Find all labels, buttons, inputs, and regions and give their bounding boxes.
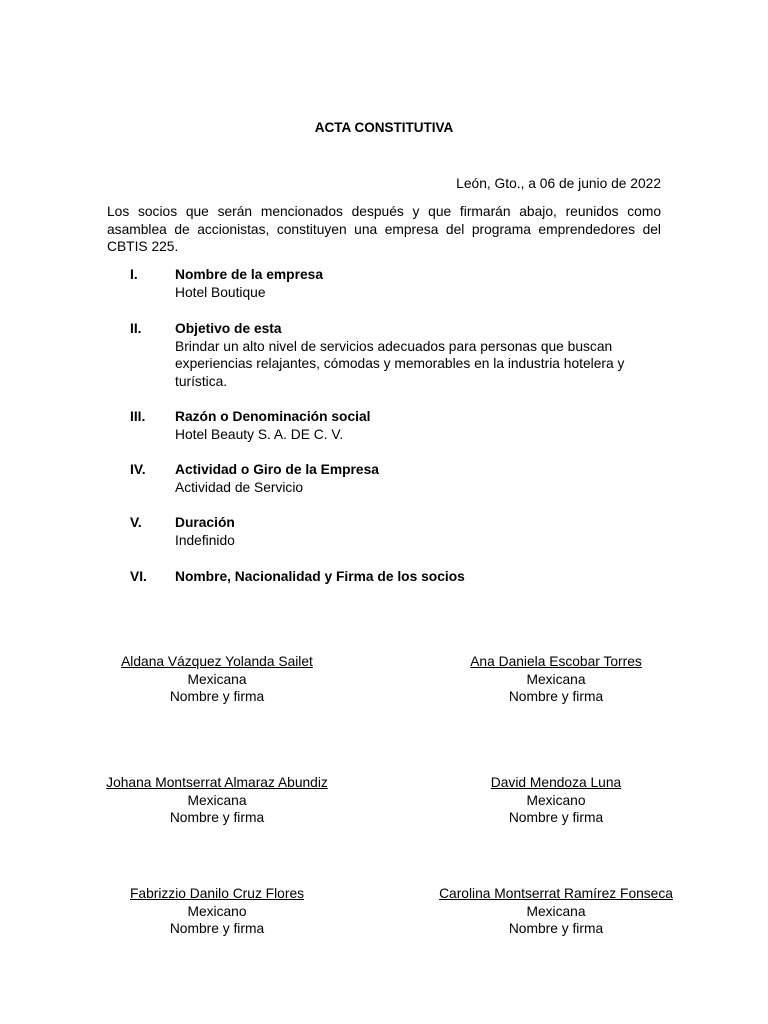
signature-label: Nombre y firma	[169, 689, 265, 704]
intro-paragraph: Los socios que serán mencionados después y que firmarán abajo, reunidos como asamblea de accionistas, constituyen una empresa del programa emprendedores del CBTIS 225.	[107, 204, 661, 254]
section-number: VI.	[130, 569, 147, 584]
signature-nationality: Mexicano	[526, 792, 586, 808]
signature-block	[396, 653, 716, 706]
section-heading: Objetivo de esta	[175, 321, 282, 336]
section-heading: Razón o Denominación social	[175, 409, 371, 424]
date-line: León, Gto., a 06 de junio de 2022	[456, 176, 661, 191]
signature-nationality: Mexicana	[526, 671, 586, 687]
section-body: Brindar un alto nivel de servicios adecuados para personas que buscan experiencias relajantes, cómodas y memorables en la industria hotelera y turística.	[175, 338, 625, 389]
section-number: III.	[130, 409, 146, 424]
signature-block	[57, 774, 377, 827]
section-number: V.	[130, 515, 142, 530]
signature-name: David Mendoza Luna	[490, 775, 622, 790]
signature-name: Ana Daniela Escobar Torres	[470, 654, 642, 669]
section-heading: Nombre de la empresa	[175, 267, 323, 282]
section-body: Actividad de Servicio	[175, 479, 304, 495]
signature-nationality: Mexicana	[187, 792, 247, 808]
section-number: IV.	[130, 462, 146, 477]
signature-nationality: Mexicana	[187, 671, 247, 687]
signature-label: Nombre y firma	[508, 921, 604, 936]
signature-nationality: Mexicano	[187, 903, 247, 919]
signature-name: Aldana Vázquez Yolanda Sailet	[121, 654, 313, 669]
section-number: II.	[130, 321, 142, 336]
signature-label: Nombre y firma	[508, 689, 604, 704]
signature-block	[396, 774, 716, 827]
signature-name: Carolina Montserrat Ramírez Fonseca	[439, 886, 673, 901]
section-heading: Actividad o Giro de la Empresa	[175, 462, 379, 477]
signature-nationality: Mexicana	[526, 903, 586, 919]
signature-label: Nombre y firma	[169, 921, 265, 936]
section-heading: Nombre, Nacionalidad y Firma de los socios	[175, 569, 465, 584]
signature-block	[57, 885, 377, 938]
section-body: Hotel Beauty S. A. DE C. V.	[175, 426, 344, 442]
signature-label: Nombre y firma	[508, 810, 604, 825]
section-body: Indefinido	[175, 532, 235, 548]
signature-block	[57, 653, 377, 706]
signature-block	[396, 885, 716, 938]
signature-label: Nombre y firma	[169, 810, 265, 825]
signature-name: Johana Montserrat Almaraz Abundiz	[106, 775, 328, 790]
section-number: I.	[130, 267, 138, 282]
section-body: Hotel Boutique	[175, 284, 266, 300]
document-title: ACTA CONSTITUTIVA	[314, 120, 454, 135]
signature-name: Fabrizzio Danilo Cruz Flores	[129, 886, 305, 901]
section-heading: Duración	[175, 515, 235, 530]
